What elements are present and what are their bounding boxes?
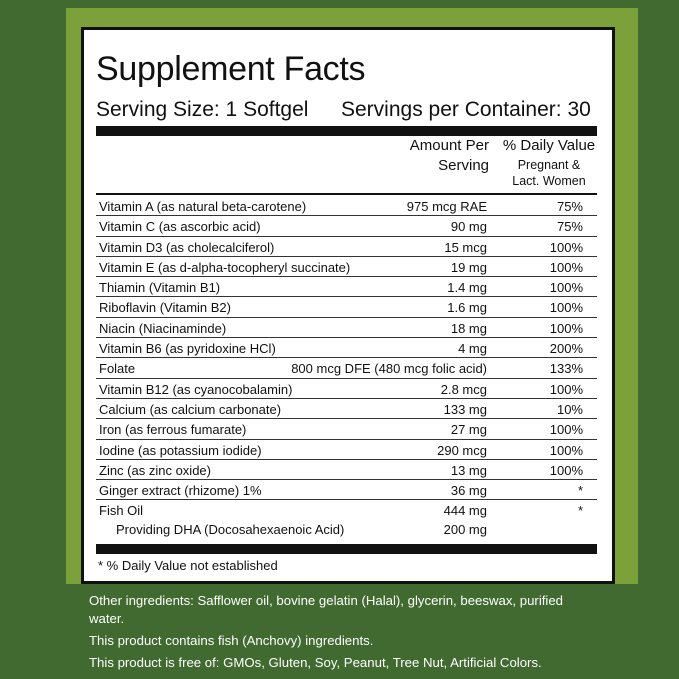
- nutrient-amount: 13 mg: [450, 462, 487, 478]
- bottom-thick-rule: [96, 544, 597, 554]
- nutrient-amount: 4 mg: [458, 341, 487, 357]
- nutrient-row: [96, 399, 597, 419]
- nutrient-amount: 19 mg: [450, 259, 487, 275]
- nutrient-dv: 100%: [549, 442, 583, 458]
- nutrient-row: [96, 277, 597, 297]
- nutrient-row: [96, 318, 597, 338]
- nutrient-table: [96, 196, 597, 541]
- nutrient-amount: 90 mg: [450, 219, 487, 235]
- contains-statement: This product contains fish (Anchovy) ingredients.: [89, 633, 374, 648]
- nutrient-row: [96, 379, 597, 399]
- nutrient-amount: 133 mg: [443, 401, 487, 417]
- nutrient-row: [96, 358, 597, 378]
- nutrient-dv: 100%: [549, 462, 583, 478]
- nutrient-dv: 75%: [556, 219, 583, 235]
- amount-header-line1: Amount Per: [409, 137, 489, 154]
- nutrient-row: [96, 440, 597, 460]
- nutrient-row: [96, 196, 597, 216]
- nutrient-name: Calcium (as calcium carbonate): [99, 401, 282, 417]
- nutrient-amount: 290 mcg: [437, 442, 487, 458]
- supplement-facts-panel: [81, 27, 615, 584]
- nutrient-name: Vitamin B6 (as pyridoxine HCl): [99, 341, 276, 357]
- nutrient-name: Riboflavin (Vitamin B2): [99, 300, 231, 316]
- dha-amount: 200 mg: [443, 522, 487, 538]
- nutrient-amount: 444 mg: [443, 503, 487, 519]
- nutrient-name: Ginger extract (rhizome) 1%: [99, 483, 262, 499]
- daily-value-subheader: [499, 157, 599, 189]
- nutrient-name: Vitamin E (as d-alpha-tocopheryl succinate): [99, 259, 351, 275]
- dv-sub-line2: Lact. Women: [512, 174, 586, 188]
- other-ingredients: Other ingredients: Safflower oil, bovine gelatin (Halal), glycerin, beeswax, purified water.: [89, 593, 564, 626]
- nutrient-amount: 1.4 mg: [447, 280, 487, 296]
- fish-oil-row: [96, 500, 597, 541]
- nutrient-dv: 100%: [549, 259, 583, 275]
- nutrient-amount: 1.6 mg: [447, 300, 487, 316]
- nutrient-row: [96, 297, 597, 317]
- nutrient-amount: 15 mcg: [444, 239, 487, 255]
- nutrient-dv: 100%: [549, 381, 583, 397]
- amount-header-line2: Serving: [438, 157, 489, 174]
- nutrient-name: Iodine (as potassium iodide): [99, 442, 262, 458]
- dv-sub-line1: Pregnant &: [517, 158, 581, 172]
- daily-value-header: % Daily Value: [502, 137, 596, 154]
- nutrient-name: Vitamin D3 (as cholecalciferol): [99, 239, 275, 255]
- nutrient-row: [96, 480, 597, 500]
- nutrient-row: [96, 237, 597, 257]
- nutrient-amount: 975 mcg RAE: [406, 199, 487, 214]
- nutrient-dv: 75%: [556, 199, 583, 214]
- nutrient-dv: 200%: [549, 341, 583, 357]
- nutrient-row: [96, 419, 597, 439]
- nutrient-dv: 100%: [549, 320, 583, 336]
- nutrient-row: [96, 257, 597, 277]
- nutrient-amount: 800 mcg DFE (480 mcg folic acid): [291, 361, 487, 377]
- nutrient-dv: 100%: [549, 280, 583, 296]
- top-thick-rule: [96, 126, 597, 136]
- amount-per-serving-header: [389, 136, 489, 176]
- nutrient-dv: 100%: [549, 239, 583, 255]
- footnote: * % Daily Value not established: [98, 558, 278, 573]
- nutrient-dv: 100%: [549, 300, 583, 316]
- nutrient-dv: *: [577, 483, 583, 499]
- serving-size: Serving Size: 1 Softgel: [96, 98, 309, 121]
- nutrient-amount: 27 mg: [450, 422, 487, 438]
- nutrient-dv: *: [577, 503, 583, 519]
- nutrient-name: Vitamin B12 (as cyanocobalamin): [99, 381, 293, 397]
- free-of-statement: This product is free of: GMOs, Gluten, Soy, Peanut, Tree Nut, Artificial Colors.: [89, 655, 542, 670]
- nutrient-dv: 10%: [556, 401, 583, 417]
- nutrient-name: Vitamin C (as ascorbic acid): [99, 219, 261, 235]
- nutrient-amount: 2.8 mcg: [440, 381, 487, 397]
- nutrient-name: Fish Oil: [99, 503, 144, 519]
- nutrient-name: Folate: [99, 361, 136, 377]
- header-rule: [96, 193, 597, 195]
- nutrient-dv: 100%: [549, 422, 583, 438]
- nutrient-amount: 18 mg: [450, 320, 487, 336]
- nutrient-row: [96, 460, 597, 480]
- servings-per-container: Servings per Container: 30: [341, 98, 591, 121]
- nutrient-row: [96, 338, 597, 358]
- nutrient-amount: 36 mg: [450, 483, 487, 499]
- panel-title: Supplement Facts: [96, 50, 366, 88]
- nutrient-name: Niacin (Niacinaminde): [99, 320, 227, 336]
- nutrient-dv: 133%: [549, 361, 583, 377]
- nutrient-name: Iron (as ferrous fumarate): [99, 422, 247, 438]
- other-info: [89, 592, 589, 676]
- nutrient-name: Thiamin (Vitamin B1): [99, 280, 221, 296]
- dha-name: Providing DHA (Docosahexaenoic Acid): [116, 522, 345, 538]
- nutrient-name: Zinc (as zinc oxide): [99, 462, 211, 478]
- nutrient-row: [96, 216, 597, 236]
- nutrient-name: Vitamin A (as natural beta-carotene): [99, 199, 307, 214]
